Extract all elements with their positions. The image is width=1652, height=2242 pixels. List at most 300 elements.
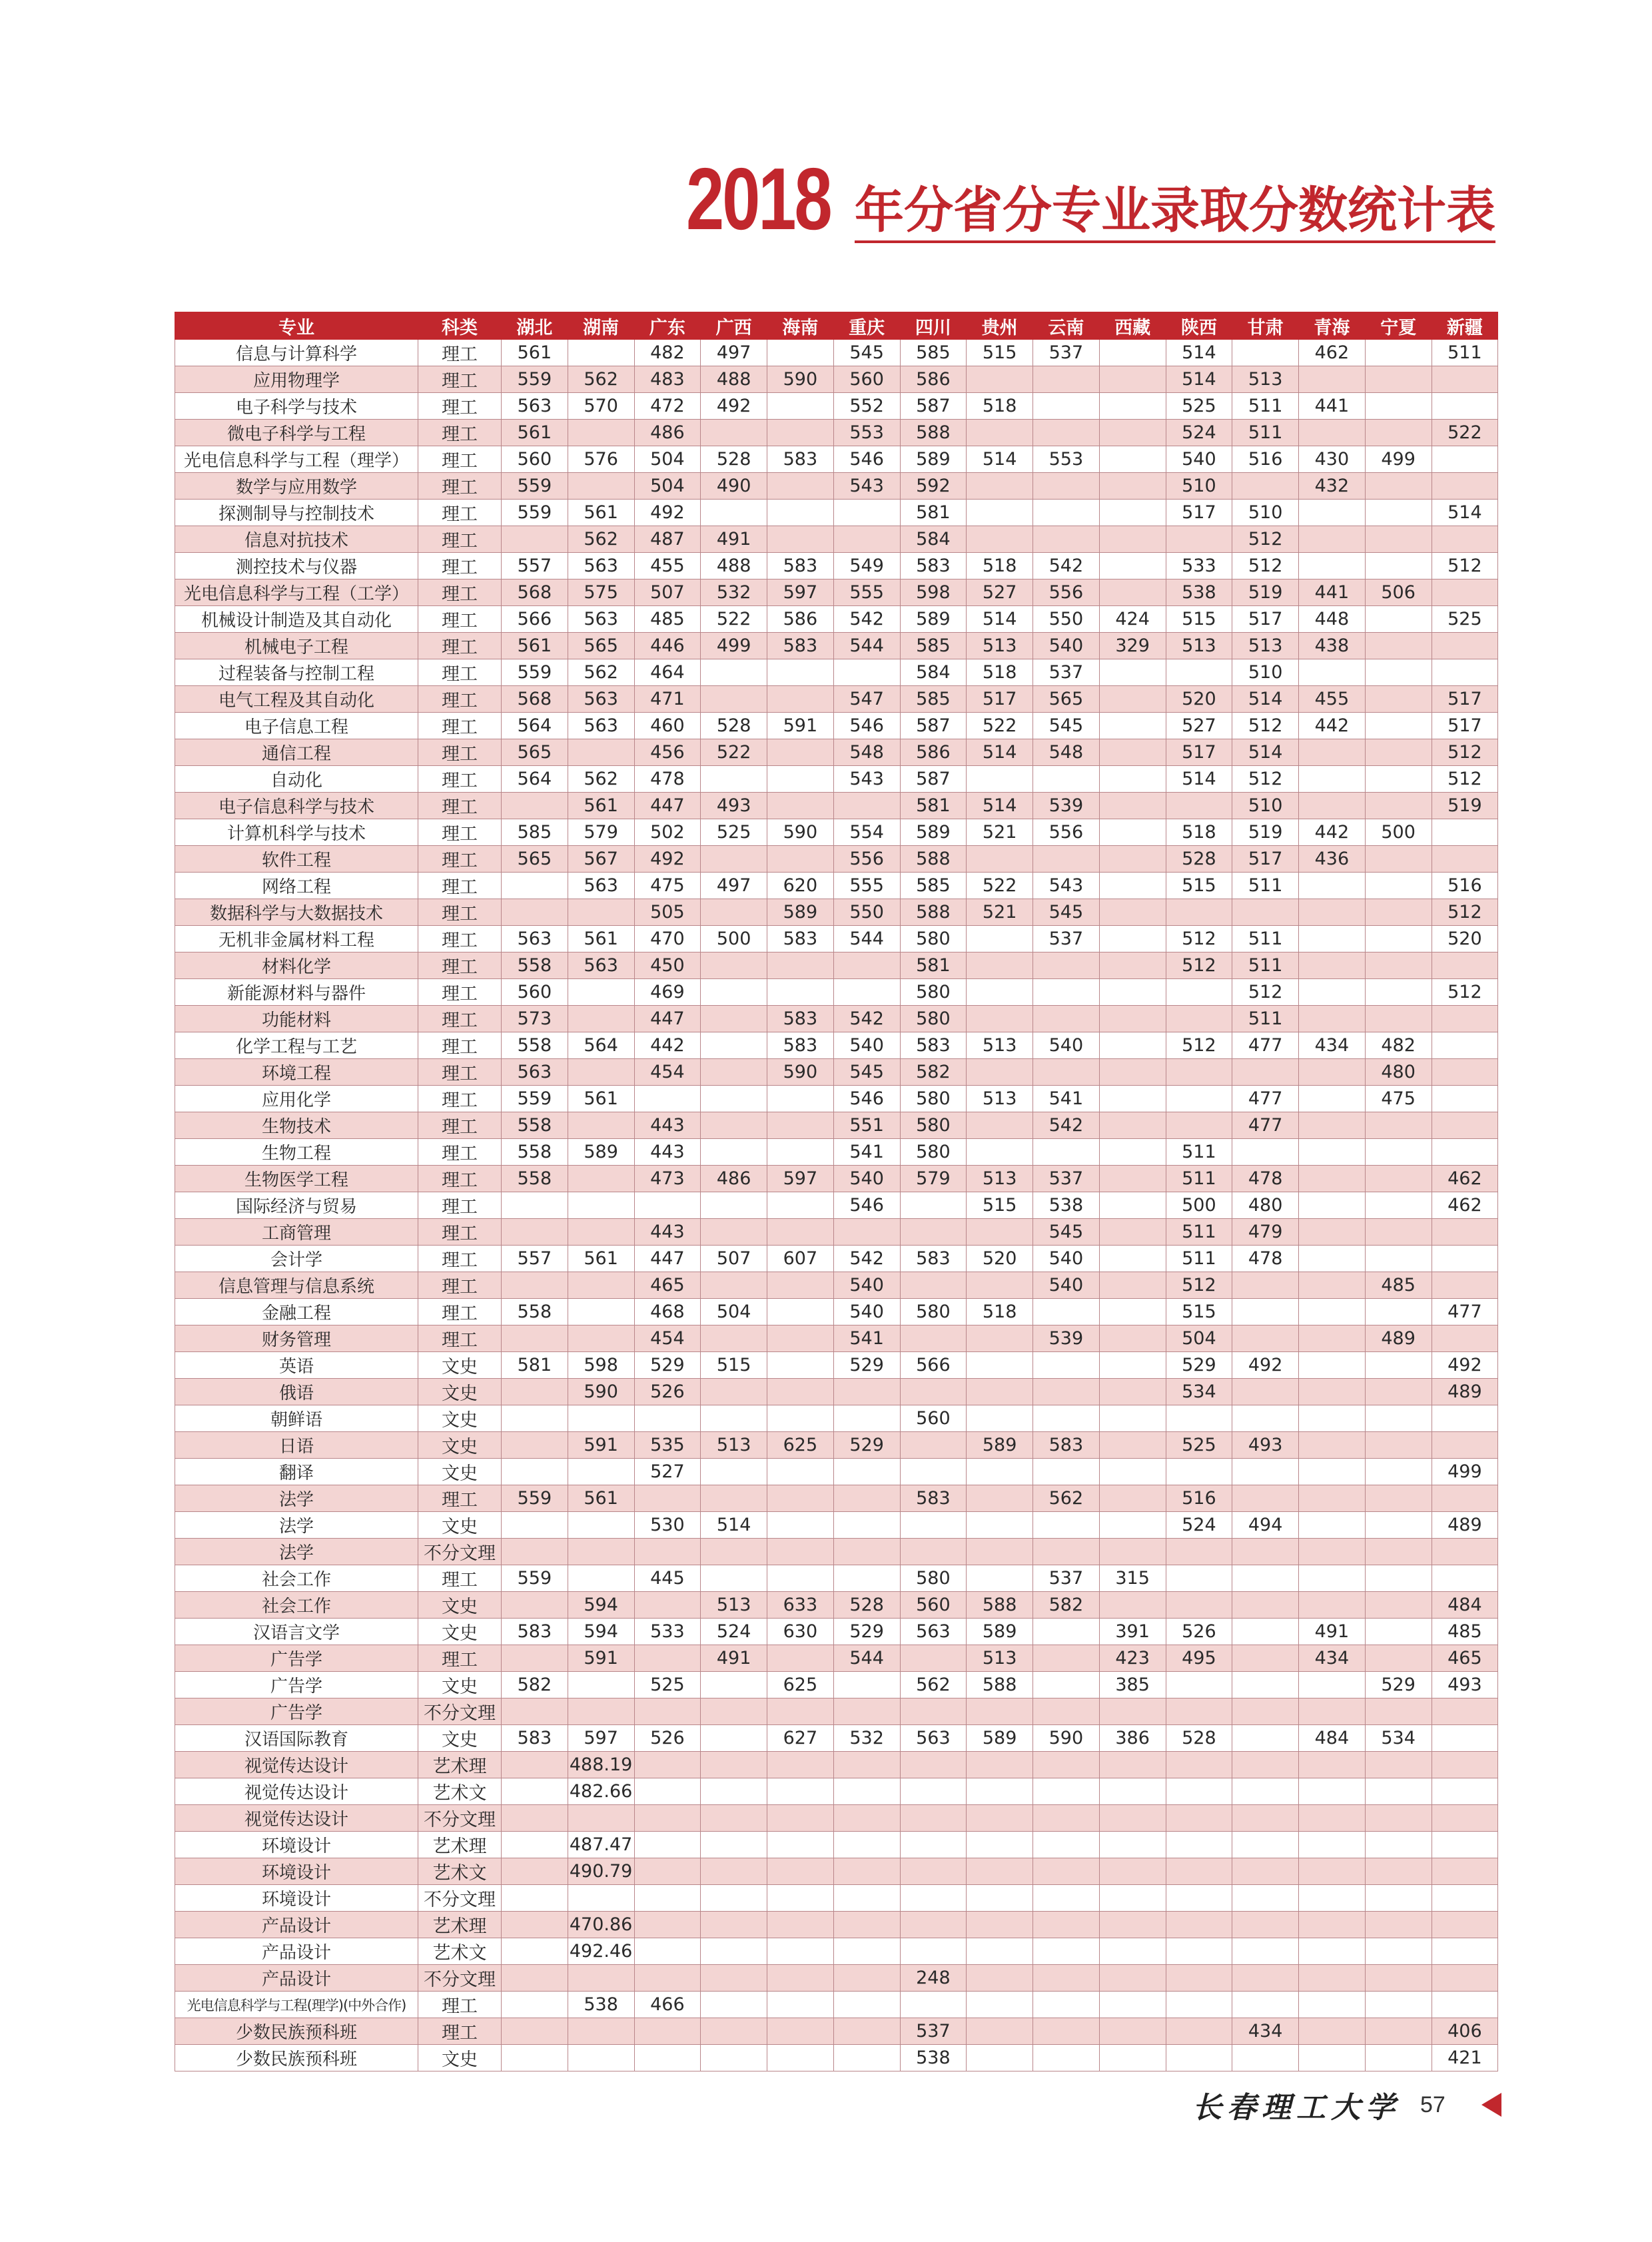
score-cell: 484 [1299, 1725, 1366, 1752]
score-cell [1365, 739, 1432, 766]
score-cell: 514 [1166, 766, 1232, 793]
score-cell: 585 [900, 873, 967, 899]
score-cell: 456 [634, 739, 701, 766]
score-cell [1365, 1405, 1432, 1432]
score-cell [900, 1778, 967, 1805]
score-cell: 504 [634, 473, 701, 500]
score-cell: 518 [1166, 819, 1232, 846]
score-cell: 581 [900, 793, 967, 819]
major-cell: 日语 [175, 1432, 418, 1459]
score-cell [701, 1672, 767, 1698]
major-cell: 广告学 [175, 1672, 418, 1698]
score-cell [767, 1912, 834, 1938]
score-cell [1033, 1405, 1100, 1432]
score-cell [967, 926, 1033, 952]
table-row [175, 2045, 1498, 2071]
score-cell: 490 [701, 473, 767, 500]
score-cell: 562 [1033, 1485, 1100, 1512]
major-cell: 电子科学与技术 [175, 393, 418, 420]
score-cell: 511 [1166, 1139, 1232, 1166]
score-cell: 485 [1432, 1619, 1498, 1645]
score-cell: 518 [967, 1299, 1033, 1325]
score-cell: 597 [568, 1725, 634, 1752]
score-cell [767, 2045, 834, 2071]
score-cell [568, 899, 634, 926]
score-cell: 468 [634, 1299, 701, 1325]
score-cell [833, 1805, 900, 1832]
score-cell: 540 [1033, 633, 1100, 659]
score-cell: 583 [767, 553, 834, 579]
score-cell: 385 [1099, 1672, 1166, 1698]
score-cell [1299, 1432, 1366, 1459]
score-cell [1432, 526, 1498, 553]
table-row [175, 2018, 1498, 2045]
score-cell [833, 1379, 900, 1405]
score-cell [1033, 1619, 1100, 1645]
score-cell [1099, 1592, 1166, 1619]
score-cell: 585 [900, 340, 967, 366]
score-cell [1299, 1086, 1366, 1112]
score-cell [1033, 1912, 1100, 1938]
score-cell [568, 1512, 634, 1539]
table-row [175, 1885, 1498, 1912]
score-cell [1099, 1192, 1166, 1219]
category-cell: 理工 [418, 846, 502, 873]
score-cell [767, 2018, 834, 2045]
score-cell: 543 [833, 766, 900, 793]
score-cell: 563 [568, 686, 634, 713]
score-cell: 497 [701, 873, 767, 899]
score-cell [568, 1405, 634, 1432]
major-cell: 社会工作 [175, 1565, 418, 1592]
score-cell: 583 [767, 446, 834, 473]
score-cell [833, 1698, 900, 1725]
score-cell: 562 [568, 659, 634, 686]
score-cell: 517 [1166, 739, 1232, 766]
score-cell [701, 1885, 767, 1912]
score-cell [1099, 1778, 1166, 1805]
column-header: 新疆 [1432, 312, 1498, 340]
table-row [175, 633, 1498, 659]
score-cell [1365, 1352, 1432, 1379]
score-cell: 535 [634, 1432, 701, 1459]
major-cell: 朝鲜语 [175, 1405, 418, 1432]
score-cell: 594 [568, 1592, 634, 1619]
table-row [175, 713, 1498, 739]
category-cell: 理工 [418, 1006, 502, 1032]
score-cell: 580 [900, 979, 967, 1006]
score-cell: 579 [568, 819, 634, 846]
score-cell [1232, 1725, 1299, 1752]
major-cell: 视觉传达设计 [175, 1752, 418, 1778]
score-cell: 529 [833, 1619, 900, 1645]
title-year: 2018 [686, 150, 831, 248]
score-cell: 518 [967, 659, 1033, 686]
score-cell [701, 1139, 767, 1166]
score-cell [767, 393, 834, 420]
score-cell: 478 [1232, 1166, 1299, 1192]
score-cell [701, 766, 767, 793]
score-cell [1232, 899, 1299, 926]
score-cell [1365, 1778, 1432, 1805]
score-cell [767, 1832, 834, 1858]
score-cell: 563 [502, 926, 568, 952]
score-cell [833, 1938, 900, 1965]
score-cell: 477 [1232, 1112, 1299, 1139]
category-cell: 理工 [418, 1086, 502, 1112]
score-cell: 590 [767, 819, 834, 846]
score-cell [502, 1938, 568, 1965]
table-row [175, 606, 1498, 633]
score-cell: 520 [967, 1246, 1033, 1272]
score-cell [967, 1485, 1033, 1512]
score-cell [1099, 2018, 1166, 2045]
score-cell: 549 [833, 553, 900, 579]
score-cell: 587 [900, 766, 967, 793]
score-cell [900, 1858, 967, 1885]
column-header: 重庆 [833, 312, 900, 340]
category-cell: 理工 [418, 1032, 502, 1059]
score-cell: 585 [900, 686, 967, 713]
score-cell [1099, 420, 1166, 446]
score-cell: 315 [1099, 1565, 1166, 1592]
score-cell: 633 [767, 1592, 834, 1619]
major-cell: 通信工程 [175, 739, 418, 766]
score-cell [767, 739, 834, 766]
score-cell: 553 [833, 420, 900, 446]
score-cell [634, 1698, 701, 1725]
score-cell [502, 1432, 568, 1459]
score-cell: 533 [1166, 553, 1232, 579]
score-cell: 537 [1033, 340, 1100, 366]
score-cell: 525 [701, 819, 767, 846]
score-cell: 559 [502, 500, 568, 526]
score-cell [1166, 899, 1232, 926]
score-cell [1299, 2018, 1366, 2045]
category-cell: 理工 [418, 1565, 502, 1592]
category-cell: 理工 [418, 1219, 502, 1246]
score-cell: 491 [1299, 1619, 1366, 1645]
score-cell: 589 [967, 1619, 1033, 1645]
score-cell: 560 [502, 979, 568, 1006]
score-cell [1099, 1992, 1166, 2018]
score-cell [967, 526, 1033, 553]
score-cell [767, 1752, 834, 1778]
score-cell [967, 1912, 1033, 1938]
score-cell: 583 [900, 1246, 967, 1272]
score-cell [1365, 1379, 1432, 1405]
score-cell [1099, 1432, 1166, 1459]
score-cell [1365, 1965, 1432, 1992]
score-cell: 475 [1365, 1086, 1432, 1112]
score-cell [1365, 952, 1432, 979]
score-cell: 517 [967, 686, 1033, 713]
major-cell: 新能源材料与器件 [175, 979, 418, 1006]
major-cell: 材料化学 [175, 952, 418, 979]
category-cell: 不分文理 [418, 1539, 502, 1565]
score-cell [1299, 1965, 1366, 1992]
score-cell: 543 [833, 473, 900, 500]
score-cell: 443 [634, 1219, 701, 1246]
score-cell: 588 [900, 899, 967, 926]
score-cell [967, 952, 1033, 979]
category-cell: 艺术理 [418, 1832, 502, 1858]
category-cell: 艺术文 [418, 1938, 502, 1965]
score-cell: 522 [701, 739, 767, 766]
score-cell [1299, 1352, 1366, 1379]
score-cell [1365, 1619, 1432, 1645]
score-cell: 548 [833, 739, 900, 766]
major-cell: 网络工程 [175, 873, 418, 899]
category-cell: 理工 [418, 579, 502, 606]
score-cell [900, 1325, 967, 1352]
score-cell [1365, 766, 1432, 793]
category-cell: 理工 [418, 446, 502, 473]
score-cell: 545 [1033, 713, 1100, 739]
score-cell: 512 [1232, 526, 1299, 553]
score-cell [1232, 1885, 1299, 1912]
score-cell [1232, 340, 1299, 366]
score-cell [701, 686, 767, 713]
score-cell [1299, 1832, 1366, 1858]
score-cell: 588 [967, 1592, 1033, 1619]
score-cell [1365, 1912, 1432, 1938]
score-cell [900, 1885, 967, 1912]
score-cell [1166, 2045, 1232, 2071]
category-cell: 理工 [418, 1992, 502, 2018]
score-cell: 522 [1432, 420, 1498, 446]
score-cell [1299, 873, 1366, 899]
score-cell [833, 1565, 900, 1592]
score-cell [967, 2018, 1033, 2045]
score-cell [1299, 1112, 1366, 1139]
score-cell [833, 979, 900, 1006]
table-row [175, 1086, 1498, 1112]
table-row [175, 952, 1498, 979]
score-cell [634, 1858, 701, 1885]
score-cell [701, 1858, 767, 1885]
score-cell: 513 [967, 1032, 1033, 1059]
score-cell [1432, 1059, 1498, 1086]
score-cell: 563 [568, 873, 634, 899]
score-cell [900, 1272, 967, 1299]
score-cell [701, 1805, 767, 1832]
table-body [175, 340, 1498, 2071]
table-row [175, 1192, 1498, 1219]
score-cell [767, 1565, 834, 1592]
score-cell: 477 [1232, 1086, 1299, 1112]
score-cell: 540 [833, 1272, 900, 1299]
score-cell [1299, 1379, 1366, 1405]
score-cell [833, 500, 900, 526]
score-cell: 546 [833, 1192, 900, 1219]
table-row [175, 1459, 1498, 1485]
score-cell [502, 2018, 568, 2045]
score-cell [1166, 1778, 1232, 1805]
score-cell: 434 [1299, 1032, 1366, 1059]
score-cell [1099, 1379, 1166, 1405]
score-cell [1299, 1192, 1366, 1219]
score-cell: 528 [833, 1592, 900, 1619]
score-cell: 513 [1232, 366, 1299, 393]
score-cell: 630 [767, 1619, 834, 1645]
table-row [175, 1992, 1498, 2018]
score-cell [1432, 1325, 1498, 1352]
page-footer [1192, 2085, 1501, 2125]
score-cell: 537 [1033, 659, 1100, 686]
score-cell [1232, 1539, 1299, 1565]
score-cell [1099, 1006, 1166, 1032]
score-cell: 514 [1232, 686, 1299, 713]
score-cell: 406 [1432, 2018, 1498, 2045]
score-cell [1299, 899, 1366, 926]
category-cell: 理工 [418, 1166, 502, 1192]
score-cell [1432, 1565, 1498, 1592]
score-cell: 533 [634, 1619, 701, 1645]
score-cell: 564 [502, 766, 568, 793]
score-cell [1232, 1938, 1299, 1965]
score-cell [1232, 1672, 1299, 1698]
category-cell: 文史 [418, 1379, 502, 1405]
score-cell [1099, 846, 1166, 873]
score-cell: 477 [1232, 1032, 1299, 1059]
score-cell: 443 [634, 1112, 701, 1139]
score-cell: 518 [967, 553, 1033, 579]
score-cell: 493 [1232, 1432, 1299, 1459]
score-cell [701, 1912, 767, 1938]
score-cell: 518 [967, 393, 1033, 420]
admission-score-table [175, 312, 1498, 2071]
score-cell: 570 [568, 393, 634, 420]
column-header: 西藏 [1099, 312, 1166, 340]
score-cell [1299, 1672, 1366, 1698]
score-cell: 581 [502, 1352, 568, 1379]
score-cell [701, 1565, 767, 1592]
score-cell [1299, 1992, 1366, 2018]
score-cell [634, 1965, 701, 1992]
table-row [175, 686, 1498, 713]
score-cell [833, 1832, 900, 1858]
score-cell: 538 [900, 2045, 967, 2071]
score-cell: 589 [900, 606, 967, 633]
score-cell [900, 1219, 967, 1246]
score-cell [767, 659, 834, 686]
score-cell: 514 [967, 793, 1033, 819]
score-cell: 487.47 [568, 1832, 634, 1858]
score-cell [1365, 793, 1432, 819]
score-cell: 556 [833, 846, 900, 873]
score-cell [1033, 1006, 1100, 1032]
table-row [175, 1272, 1498, 1299]
score-cell [1299, 1858, 1366, 1885]
score-cell [1365, 1539, 1432, 1565]
score-cell [767, 1992, 834, 2018]
major-cell: 功能材料 [175, 1006, 418, 1032]
score-cell [1432, 1832, 1498, 1858]
score-cell [1365, 979, 1432, 1006]
score-cell: 594 [568, 1619, 634, 1645]
score-cell [967, 1992, 1033, 2018]
score-cell: 598 [568, 1352, 634, 1379]
score-cell: 540 [1033, 1272, 1100, 1299]
score-cell: 442 [1299, 713, 1366, 739]
score-cell: 512 [1432, 766, 1498, 793]
major-cell: 产品设计 [175, 1938, 418, 1965]
score-cell: 480 [1365, 1059, 1432, 1086]
score-cell: 512 [1232, 553, 1299, 579]
score-cell [767, 340, 834, 366]
score-cell [634, 2045, 701, 2071]
score-cell [1099, 526, 1166, 553]
score-cell: 563 [502, 393, 568, 420]
score-cell [1299, 1139, 1366, 1166]
score-cell: 462 [1432, 1166, 1498, 1192]
score-cell [1033, 1805, 1100, 1832]
score-cell [1299, 500, 1366, 526]
score-cell: 493 [1432, 1672, 1498, 1698]
score-cell: 497 [701, 340, 767, 366]
score-cell: 507 [701, 1246, 767, 1272]
score-cell: 563 [900, 1725, 967, 1752]
score-cell [1365, 873, 1432, 899]
score-cell: 575 [568, 579, 634, 606]
table-row [175, 1379, 1498, 1405]
score-cell: 500 [1166, 1192, 1232, 1219]
score-cell [900, 1752, 967, 1778]
score-cell [1033, 1858, 1100, 1885]
score-cell [1099, 446, 1166, 473]
score-cell [1033, 1459, 1100, 1485]
score-cell [1033, 1832, 1100, 1858]
score-cell [1099, 1459, 1166, 1485]
score-cell [900, 1645, 967, 1672]
score-cell: 512 [1232, 979, 1299, 1006]
score-cell [1299, 1512, 1366, 1539]
major-cell: 电气工程及其自动化 [175, 686, 418, 713]
score-cell: 511 [1232, 393, 1299, 420]
score-cell: 560 [900, 1405, 967, 1432]
score-cell [1033, 1059, 1100, 1086]
score-cell: 551 [833, 1112, 900, 1139]
score-cell [1365, 1512, 1432, 1539]
major-cell: 少数民族预科班 [175, 2045, 418, 2071]
score-cell [1232, 1272, 1299, 1299]
score-cell [1033, 1352, 1100, 1379]
score-cell: 512 [1432, 739, 1498, 766]
score-cell [967, 1272, 1033, 1299]
score-cell [833, 526, 900, 553]
score-cell [1365, 1565, 1432, 1592]
score-cell [1365, 1805, 1432, 1832]
score-cell: 559 [502, 366, 568, 393]
score-cell [568, 1112, 634, 1139]
score-cell [1299, 952, 1366, 979]
score-cell: 488.19 [568, 1752, 634, 1778]
score-cell [1033, 393, 1100, 420]
score-cell: 627 [767, 1725, 834, 1752]
score-cell [833, 2045, 900, 2071]
score-cell [767, 1885, 834, 1912]
score-cell: 513 [701, 1432, 767, 1459]
score-cell: 527 [1166, 713, 1232, 739]
score-cell: 511 [1232, 420, 1299, 446]
score-cell [1432, 1858, 1498, 1885]
score-cell [1099, 579, 1166, 606]
major-cell: 会计学 [175, 1246, 418, 1272]
score-cell [568, 1192, 634, 1219]
score-cell: 548 [1033, 739, 1100, 766]
score-cell: 514 [1232, 739, 1299, 766]
